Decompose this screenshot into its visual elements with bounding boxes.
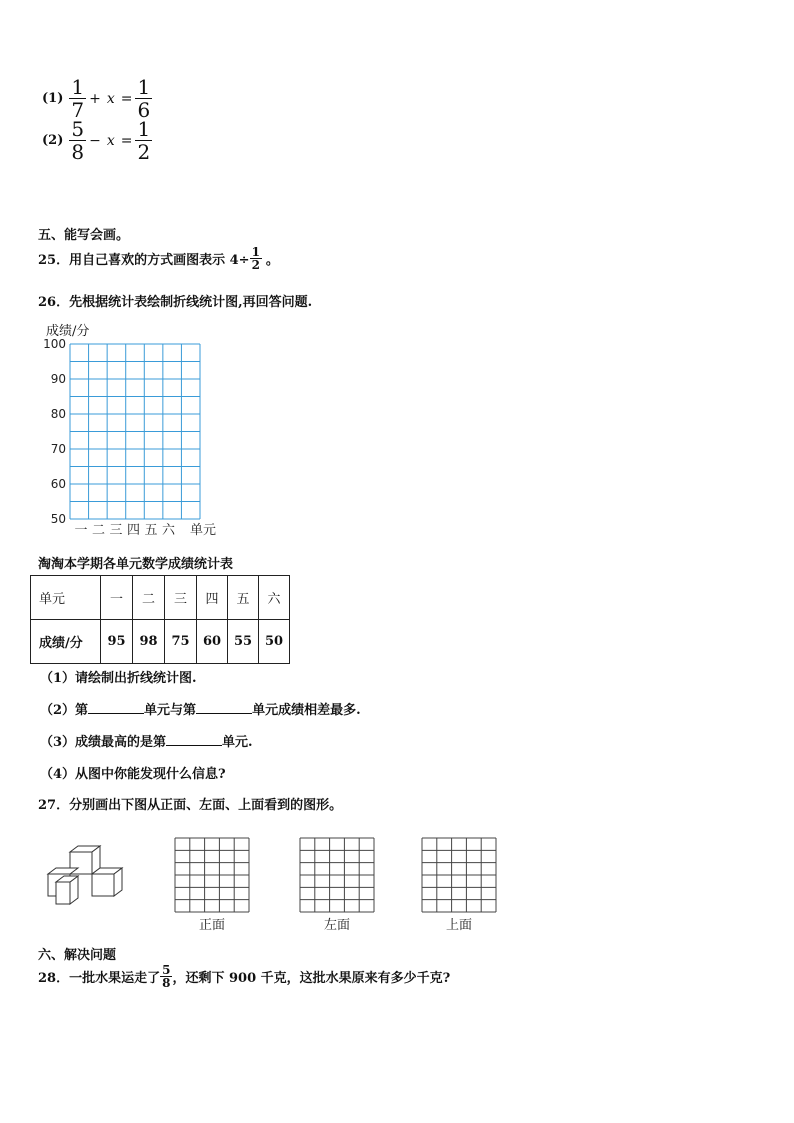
question-27-title: 27．分别画出下图从正面、左面、上面看到的图形。 [38, 798, 343, 813]
chart-x-tick-label: 三 [109, 523, 123, 538]
operator: − [89, 132, 101, 149]
table-header-cell: 单元 [31, 576, 101, 620]
denominator: 2 [137, 140, 151, 164]
denominator: 8 [162, 976, 171, 990]
table-cell: 75 [165, 620, 197, 664]
table-cell: 60 [197, 620, 228, 664]
fraction [250, 246, 262, 271]
table-cell: 55 [228, 620, 259, 664]
variable: x [106, 90, 115, 107]
fraction [69, 76, 86, 121]
question-text: 25．用自己喜欢的方式画图表示 4÷ [38, 253, 250, 268]
table-cell: 95 [101, 620, 133, 664]
sub-question-4: （4）从图中你能发现什么信息? [40, 767, 226, 782]
equals-sign: = [120, 90, 133, 107]
table-header-row [31, 576, 290, 620]
front-view-grid[interactable] [172, 836, 252, 932]
chart-gridlines [70, 344, 200, 519]
denominator: 6 [137, 98, 151, 122]
question-26-title: 26．先根据统计表绘制折线统计图,再回答问题. [38, 295, 313, 310]
question-text: 单元. [222, 735, 253, 750]
numerator: 1 [137, 75, 151, 99]
table-title: 淘淘本学期各单元数学成绩统计表 [38, 557, 234, 572]
fraction [160, 964, 172, 989]
question-text: 单元与第 [144, 703, 197, 718]
answer-blank[interactable] [166, 733, 222, 746]
chart-y-tick-label: 100 [43, 337, 66, 351]
sub-question-1: （1）请绘制出折线统计图. [40, 671, 197, 686]
chart-x-tick-label: 二 [91, 523, 106, 538]
grid-label-front: 正面 [198, 918, 226, 932]
question-text: ，还剩下 900 千克，这批水果原来有多少千克? [172, 971, 451, 986]
question-28 [38, 964, 450, 989]
chart-y-tick-label: 60 [50, 477, 66, 491]
chart-x-tick-label: 五 [144, 523, 158, 538]
chart-x-tick-labels [74, 523, 216, 538]
chart-x-tick-label: 六 [161, 523, 176, 538]
grid-label-top: 上面 [445, 918, 473, 932]
equation-label: (1) [42, 91, 64, 106]
equation-label: (2) [42, 133, 64, 148]
equation-2 [42, 118, 152, 163]
table-header-cell: 三 [165, 576, 197, 620]
question-text: （3）成绩最高的是第 [40, 735, 167, 750]
numerator: 1 [137, 117, 151, 141]
chart-x-tick-label: 四 [126, 523, 141, 538]
table-header-cell: 五 [228, 576, 259, 620]
question-text: （2）第 [40, 703, 89, 718]
chart-x-tick-label: 一 [74, 523, 88, 538]
variable: x [106, 132, 115, 149]
numerator: 5 [162, 963, 171, 977]
table-cell: 50 [259, 620, 290, 664]
score-table [30, 575, 290, 664]
table-header-cell: 六 [259, 576, 290, 620]
table-cell: 98 [133, 620, 165, 664]
section-five-title: 五、能写会画。 [38, 228, 130, 243]
chart-y-tick-label: 50 [50, 512, 66, 526]
question-text: 28．一批水果运走了 [38, 971, 161, 986]
section-six-title: 六、解决问题 [38, 948, 117, 963]
answer-blank[interactable] [88, 701, 144, 714]
denominator: 8 [71, 140, 85, 164]
answer-blank[interactable] [196, 701, 252, 714]
table-header-cell: 二 [133, 576, 165, 620]
equation-1 [42, 76, 152, 121]
chart-y-tick-label: 90 [50, 372, 66, 386]
sub-question-3 [40, 731, 253, 750]
chart-y-tick-labels [43, 337, 66, 526]
fraction [135, 118, 152, 163]
table-header-cell: 一 [101, 576, 133, 620]
top-view-grid[interactable] [419, 836, 499, 932]
chart-y-tick-label: 70 [50, 442, 66, 456]
cube-stack-drawing [42, 842, 124, 910]
chart-y-tick-label: 80 [50, 407, 66, 421]
fraction [135, 76, 152, 121]
blank-line-chart-grid[interactable] [30, 336, 240, 546]
numerator: 5 [71, 117, 85, 141]
question-text: 。 [265, 253, 279, 268]
sub-question-2 [40, 699, 361, 718]
chart-y-axis-label: 成绩/分 [46, 324, 90, 339]
denominator: 2 [251, 258, 260, 272]
numerator: 1 [251, 245, 260, 259]
numerator: 1 [71, 75, 85, 99]
table-row [31, 620, 290, 664]
fraction [69, 118, 86, 163]
chart-x-axis-label: 单元 [190, 523, 217, 538]
denominator: 7 [71, 98, 85, 122]
operator: + [89, 90, 101, 107]
table-header-cell: 四 [197, 576, 228, 620]
equals-sign: = [120, 132, 133, 149]
question-text: 单元成绩相差最多. [252, 703, 361, 718]
left-view-grid[interactable] [297, 836, 377, 932]
grid-label-left: 左面 [323, 918, 351, 932]
question-25 [38, 246, 279, 271]
table-cell: 成绩/分 [31, 620, 101, 664]
